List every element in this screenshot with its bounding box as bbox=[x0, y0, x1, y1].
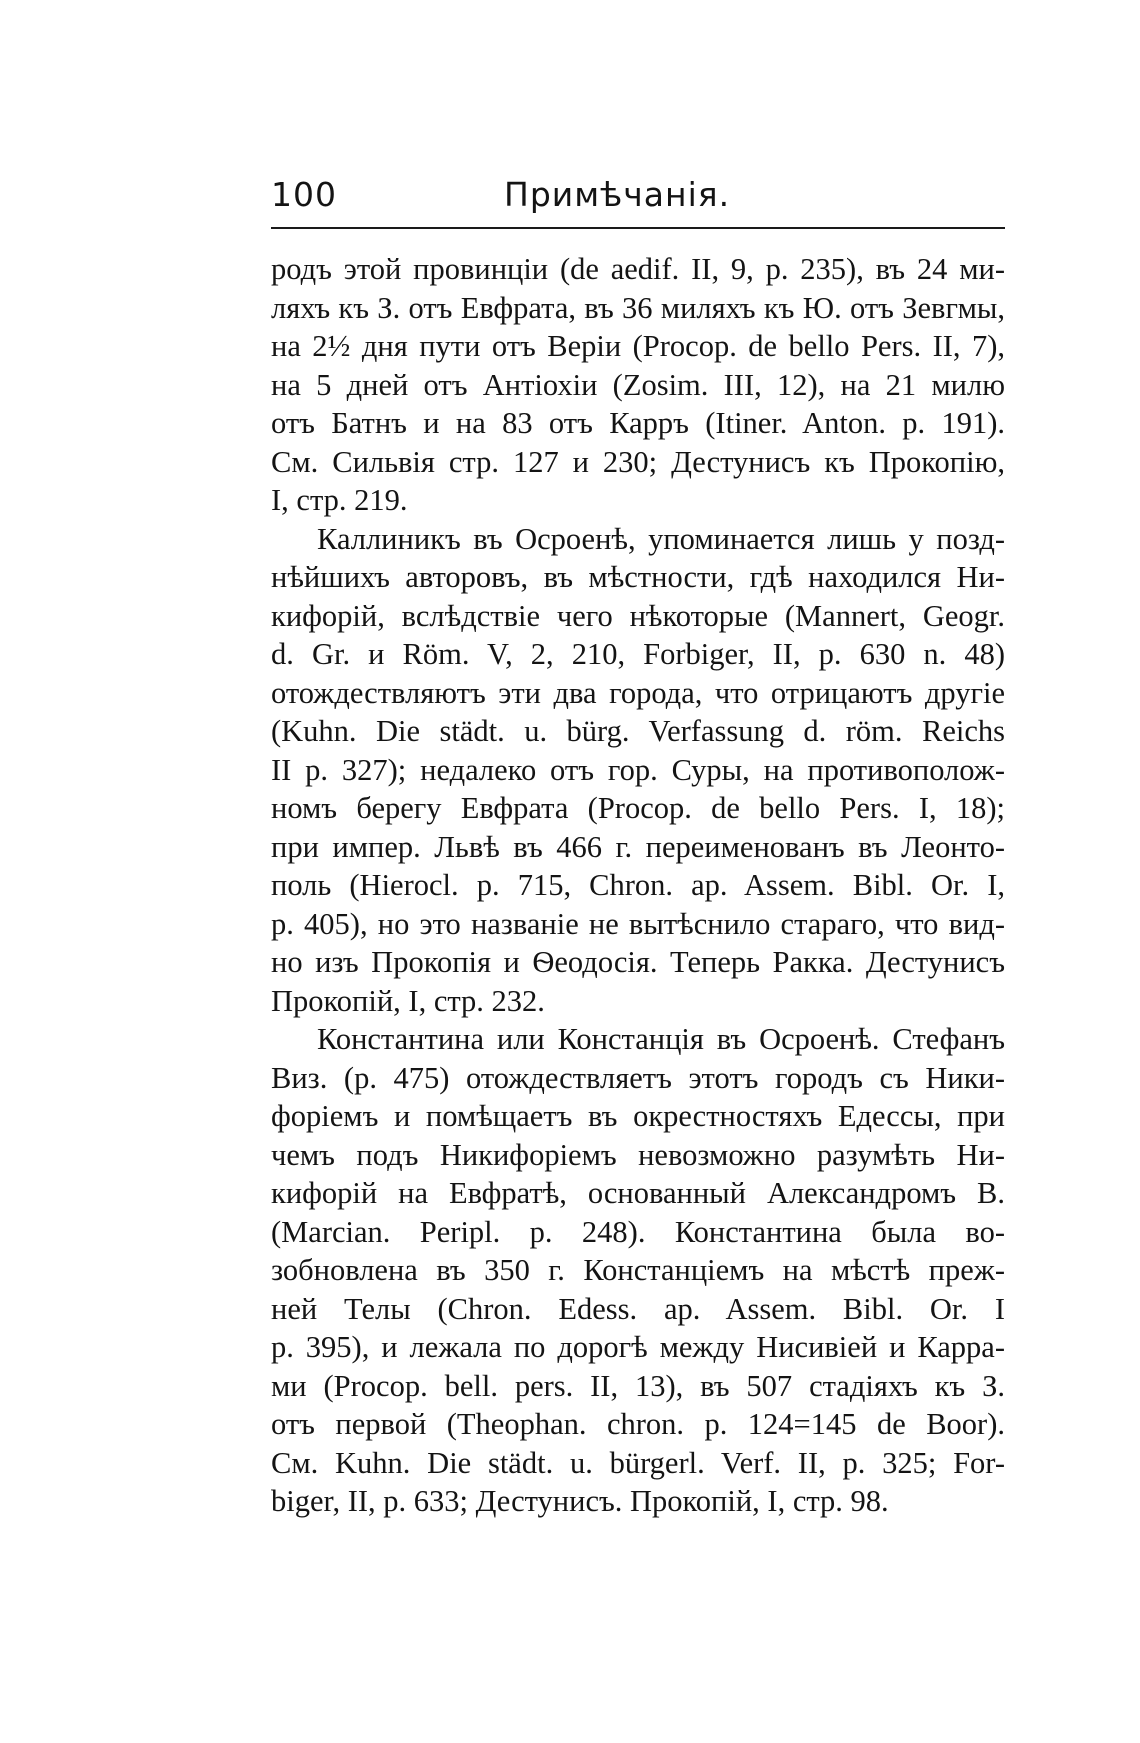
text-line: на 2½ дня пути отъ Веріи (Procop. de bello Pers. II, 7), bbox=[271, 329, 1005, 363]
text-line: Виз. (p. 475) отождествляетъ этотъ городъ съ Ники- bbox=[271, 1060, 1005, 1095]
text-line: Константина или Констанція въ Осроенѣ. Стефанъ bbox=[317, 1022, 1005, 1056]
paragraph-1 bbox=[271, 250, 1005, 520]
text-line: ляхъ къ З. отъ Евфрата, въ 36 миляхъ къ Ю. отъ Зевгмы, bbox=[271, 290, 1005, 325]
text-line: (Kuhn. Die städt. u. bürg. Verfassung d. röm. Reichs bbox=[271, 714, 1005, 748]
text-line: p. 405), но это названіе не вытѣснило стараго, что вид- bbox=[271, 906, 1005, 941]
text-line: чемъ подъ Никифоріемъ невозможно разумѣть Ни- bbox=[271, 1137, 1005, 1172]
text-line: p. 395), и лежала по дорогѣ между Нисивіей и Карра- bbox=[271, 1330, 1005, 1364]
text-line: кифорій на Евфратѣ, основанный Александромъ В. bbox=[271, 1176, 1005, 1210]
text-line: но изъ Прокопія и Ѳеодосія. Теперь Ракка. Дестунисъ bbox=[271, 945, 1005, 979]
running-title: Примѣчанія. bbox=[504, 175, 731, 214]
text-line: зобновлена въ 350 г. Констанціемъ на мѣстѣ преж- bbox=[271, 1253, 1005, 1287]
text-line: См. Сильвія стр. 127 и 230; Дестунисъ къ Прокопію, bbox=[271, 444, 1005, 479]
text-line: отождествляютъ эти два города, что отрицаютъ другіе bbox=[271, 675, 1005, 710]
text-line: I, стр. 219. bbox=[271, 483, 408, 517]
text-line: форіемъ и помѣщаетъ въ окрестностяхъ Едессы, при bbox=[271, 1099, 1005, 1133]
text-line: при импер. Львѣ въ 466 г. переименованъ въ Леонто- bbox=[271, 829, 1005, 864]
text-line: biger, II, p. 633; Дестунисъ. Прокопій, I, стр. 98. bbox=[271, 1484, 889, 1518]
text-line: См. Kuhn. Die städt. u. bürgerl. Verf. II, p. 325; For- bbox=[271, 1445, 1005, 1480]
text-line: нѣйшихъ авторовъ, въ мѣстности, гдѣ находился Ни- bbox=[271, 560, 1005, 594]
page-number: 100 bbox=[271, 175, 337, 214]
text-line: родъ этой провинціи (de aedif. II, 9, p. 235), въ 24 ми- bbox=[271, 252, 1005, 286]
text-line: (Marcian. Peripl. p. 248). Константина была во- bbox=[271, 1214, 1005, 1249]
text-line: номъ берегу Евфрата (Procop. de bello Pers. I, 18); bbox=[271, 791, 1005, 825]
text-line: на 5 дней отъ Антіохіи (Zosim. III, 12), на 21 милю bbox=[271, 367, 1005, 402]
text-line: ней Телы (Chron. Edess. ap. Assem. Bibl. Or. I bbox=[271, 1291, 1005, 1326]
paragraph-2 bbox=[271, 520, 1005, 1021]
text-line: Каллиникъ въ Осроенѣ, упоминается лишь у позд- bbox=[317, 521, 1005, 556]
text-line: d. Gr. и Röm. V, 2, 210, Forbiger, II, p. 630 n. 48) bbox=[271, 637, 1005, 671]
body-text bbox=[271, 250, 1005, 1521]
paragraph-3 bbox=[271, 1020, 1005, 1521]
text-line: Прокопій, I, стр. 232. bbox=[271, 983, 545, 1018]
text-line: поль (Hierocl. p. 715, Chron. ap. Assem. Bibl. Or. I, bbox=[271, 868, 1005, 902]
text-line: II p. 327); недалеко отъ гор. Суры, на противополож- bbox=[271, 752, 1005, 787]
text-line: кифорій, вслѣдствіе чего нѣкоторые (Mannert, Geogr. bbox=[271, 598, 1005, 633]
page-header bbox=[271, 175, 1001, 227]
header-rule bbox=[271, 227, 1005, 229]
text-line: отъ Батнъ и на 83 отъ Карръ (Itiner. Anton. p. 191). bbox=[271, 406, 1005, 440]
text-line: ми (Procop. bell. pers. II, 13), въ 507 стадіяхъ къ З. bbox=[271, 1368, 1005, 1403]
text-line: отъ первой (Theophan. chron. p. 124=145 de Boor). bbox=[271, 1407, 1005, 1441]
